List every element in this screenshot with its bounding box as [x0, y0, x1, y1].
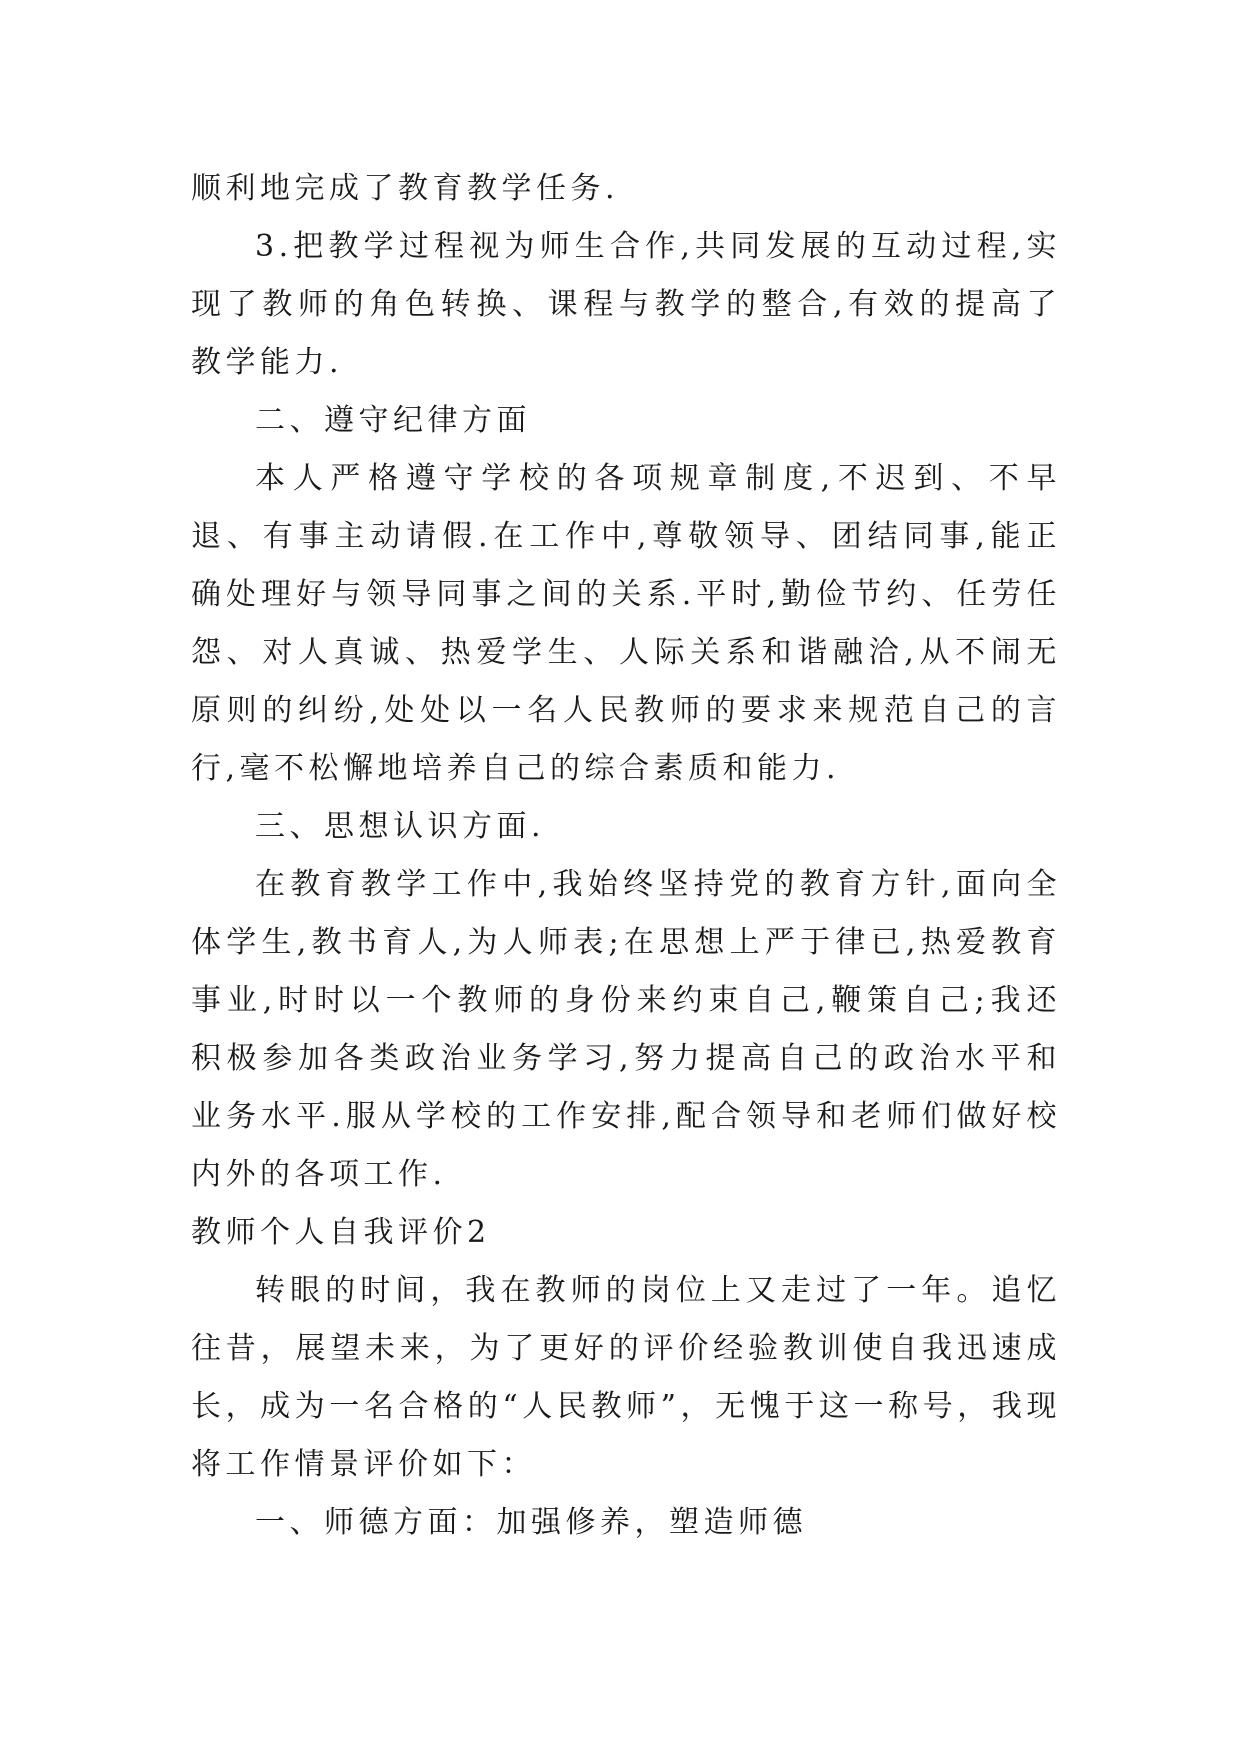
paragraph-discipline: 本人严格遵守学校的各项规章制度,不迟到、不早退、有事主动请假.在工作中,尊敬领导、团结同事,能正确处理好与领导同事之间的关系.平时,勤俭节约、任劳任怨、对人真诚、热爱学生、人际关系和谐融洽,从不闹无原则的纠纷,处处以一名人民教师的要求来规范自己的言行,毫不松懈地培养自己的综合素质和能力.	[191, 461, 1061, 786]
article-title-2: 教师个人自我评价2	[191, 1215, 491, 1250]
document-body	[191, 160, 1061, 1552]
section-heading-ideology: 三、思想认识方面.	[255, 809, 546, 844]
section-heading-ethics: 一、师德方面：加强修养，塑造师德	[255, 1505, 807, 1540]
paragraph-intro-2: 转眼的时间，我在教师的岗位上又走过了一年。追忆往昔，展望未来，为了更好的评价经验教训使自我迅速成长，成为一名合格的“人民教师”，无愧于这一称号，我现将工作情景评价如下：	[191, 1273, 1061, 1482]
paragraph-continuation: 顺利地完成了教育教学任务.	[191, 171, 620, 206]
paragraph-point-3: 3.把教学过程视为师生合作,共同发展的互动过程,实现了教师的角色转换、课程与教学的整合,有效的提高了教学能力.	[191, 229, 1061, 380]
section-heading-discipline: 二、遵守纪律方面	[255, 403, 531, 438]
paragraph-ideology: 在教育教学工作中,我始终坚持党的教育方针,面向全体学生,教书育人,为人师表;在思想上严于律已,热爱教育事业,时时以一个教师的身份来约束自己,鞭策自己;我还积极参加各类政治业务学习,努力提高自己的政治水平和业务水平.服从学校的工作安排,配合领导和老师们做好校内外的各项工作.	[191, 867, 1061, 1192]
